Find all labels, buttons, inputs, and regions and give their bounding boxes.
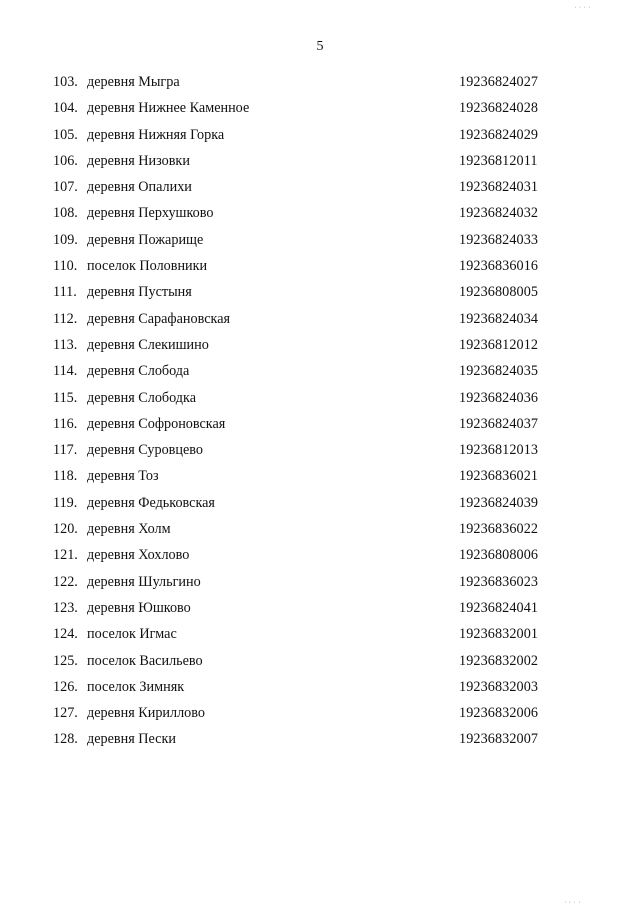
list-item: [0, 441, 640, 467]
item-number: 124.: [53, 626, 78, 643]
settlement-name: деревня Холм: [87, 521, 171, 538]
oktmo-code: 19236824039: [459, 494, 539, 511]
item-number: 126.: [53, 678, 78, 695]
item-number: 121.: [53, 547, 78, 564]
list-item: [0, 152, 640, 178]
settlement-name: деревня Пожарище: [87, 231, 204, 248]
item-number: 115.: [53, 389, 78, 406]
oktmo-code: 19236824034: [459, 310, 539, 327]
list-item: [0, 231, 640, 257]
oktmo-code: 19236824033: [459, 231, 539, 248]
oktmo-code: 19236832002: [459, 652, 539, 669]
settlement-name: деревня Слобода: [87, 363, 190, 380]
settlement-name: деревня Пустыня: [87, 284, 192, 301]
list-item: [0, 178, 640, 204]
settlement-name: деревня Сарафановская: [87, 310, 231, 327]
settlement-list: [0, 73, 640, 757]
item-number: 118.: [53, 468, 78, 485]
oktmo-code: 19236836016: [459, 258, 539, 275]
list-item: [0, 599, 640, 625]
oktmo-code: 19236832001: [459, 626, 539, 643]
item-number: 107.: [53, 179, 78, 196]
settlement-name: деревня Слободка: [87, 389, 197, 406]
oktmo-code: 19236812011: [459, 152, 538, 169]
item-number: 111.: [53, 284, 77, 301]
settlement-name: деревня Софроновская: [87, 415, 226, 432]
oktmo-code: 19236812013: [459, 442, 539, 459]
list-item: [0, 204, 640, 230]
item-number: 105.: [53, 126, 78, 143]
scan-artifact-top: ⁠ˌ ˌ ˌ ˌ: [574, 0, 591, 8]
settlement-name: поселок Игмас: [87, 626, 177, 643]
item-number: 112.: [53, 310, 78, 327]
item-number: 127.: [53, 705, 78, 722]
settlement-name: деревня Слекишино: [87, 336, 209, 353]
item-number: 108.: [53, 205, 78, 222]
list-item: [0, 99, 640, 125]
list-item: [0, 494, 640, 520]
list-item: [0, 336, 640, 362]
item-number: 110.: [53, 258, 78, 275]
list-item: [0, 625, 640, 651]
item-number: 109.: [53, 231, 78, 248]
list-item: [0, 678, 640, 704]
item-number: 103.: [53, 74, 78, 90]
settlement-name: деревня Нижняя Горка: [87, 126, 225, 143]
settlement-name: деревня Низовки: [87, 152, 190, 169]
oktmo-code: 19236824032: [459, 205, 539, 222]
settlement-name: деревня Нижнее Каменное: [87, 100, 250, 117]
oktmo-code: 19236824035: [459, 363, 539, 380]
list-item: [0, 730, 640, 756]
settlement-name: деревня Мыгра: [87, 74, 180, 90]
list-item: [0, 257, 640, 283]
oktmo-code: 19236824031: [459, 179, 539, 196]
list-item: [0, 520, 640, 546]
page-number: 5: [316, 39, 324, 54]
list-item: [0, 283, 640, 309]
oktmo-code: 19236824027: [459, 74, 539, 90]
settlement-name: деревня Тоз: [87, 468, 159, 485]
oktmo-code: 19236832003: [459, 678, 539, 695]
list-item: [0, 73, 640, 99]
settlement-name: поселок Половники: [87, 258, 208, 275]
item-number: 117.: [53, 442, 78, 459]
oktmo-code: 19236808006: [459, 547, 539, 564]
oktmo-code: 19236824037: [459, 415, 539, 432]
item-number: 116.: [53, 415, 78, 432]
settlement-name: деревня Шульгино: [87, 573, 201, 590]
oktmo-code: 19236832007: [459, 731, 539, 748]
settlement-name: деревня Хохлово: [87, 547, 190, 564]
item-number: 125.: [53, 652, 78, 669]
item-number: 114.: [53, 363, 78, 380]
item-number: 104.: [53, 100, 78, 117]
settlement-name: деревня Перхушково: [87, 205, 214, 222]
settlement-name: деревня Суровцево: [87, 442, 203, 459]
settlement-name: деревня Пески: [87, 731, 176, 748]
list-item: [0, 467, 640, 493]
list-item: [0, 415, 640, 441]
oktmo-code: 19236824028: [459, 100, 539, 117]
item-number: 123.: [53, 599, 78, 616]
settlement-name: деревня Опалихи: [87, 179, 192, 196]
item-number: 122.: [53, 573, 78, 590]
oktmo-code: 19236836023: [459, 573, 539, 590]
item-number: 113.: [53, 336, 78, 353]
oktmo-code: 19236812012: [459, 336, 539, 353]
list-item: [0, 704, 640, 730]
settlement-name: деревня Федьковская: [87, 494, 215, 511]
item-number: 106.: [53, 152, 78, 169]
list-item: [0, 362, 640, 388]
list-item: [0, 389, 640, 415]
scan-artifact-bottom: ˌ ˌ ˌ ˌ: [564, 894, 581, 903]
item-number: 120.: [53, 521, 78, 538]
settlement-name: поселок Васильево: [87, 652, 203, 669]
settlement-name: деревня Юшково: [87, 599, 191, 616]
oktmo-code: 19236836022: [459, 521, 539, 538]
oktmo-code: 19236824041: [459, 599, 539, 616]
oktmo-code: 19236824036: [459, 389, 539, 406]
list-item: [0, 573, 640, 599]
oktmo-code: 19236824029: [459, 126, 539, 143]
oktmo-code: 19236832006: [459, 705, 539, 722]
item-number: 128.: [53, 731, 78, 748]
list-item: [0, 126, 640, 152]
list-item: [0, 652, 640, 678]
item-number: 119.: [53, 494, 78, 511]
settlement-name: деревня Кириллово: [87, 705, 205, 722]
settlement-name: поселок Зимняк: [87, 678, 185, 695]
oktmo-code: 19236836021: [459, 468, 539, 485]
oktmo-code: 19236808005: [459, 284, 539, 301]
list-item: [0, 310, 640, 336]
list-item: [0, 546, 640, 572]
